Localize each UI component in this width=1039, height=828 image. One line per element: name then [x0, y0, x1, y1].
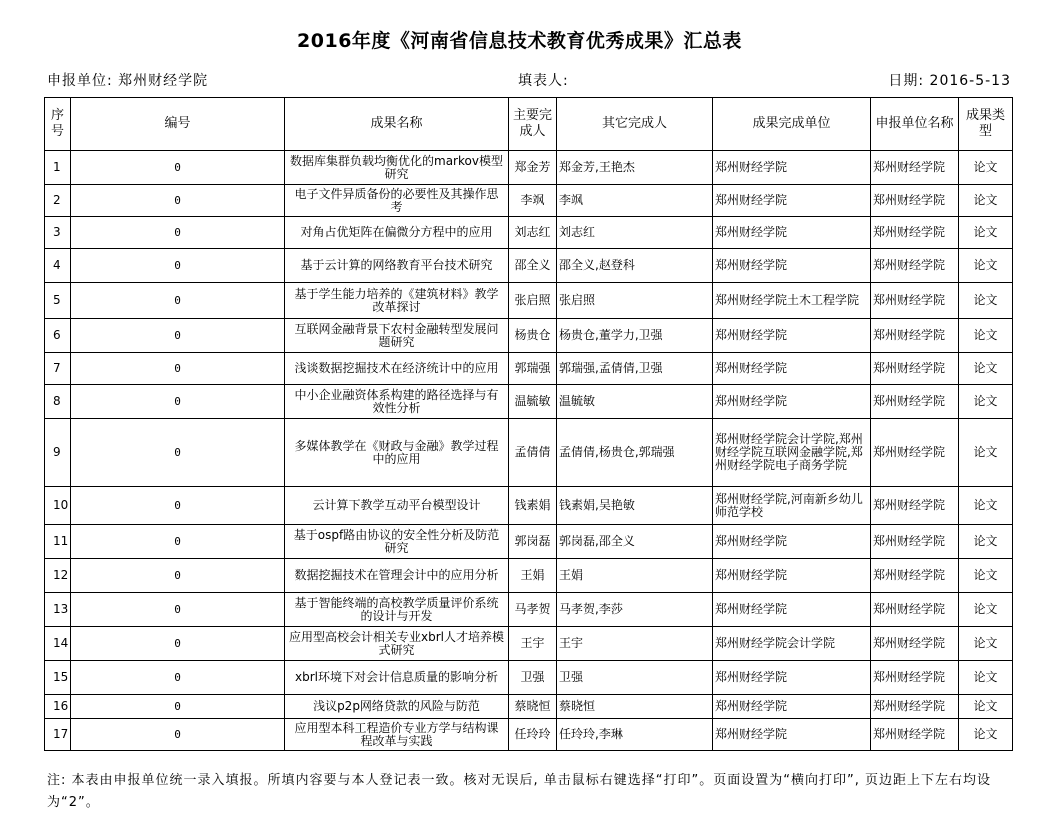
cell-org: 郑州财经学院: [713, 661, 871, 695]
table-row: [45, 185, 1013, 217]
cell-type: 论文: [959, 695, 1013, 719]
cell-apply: 郑州财经学院: [871, 525, 959, 559]
cell-name: 云计算下教学互动平台模型设计: [285, 487, 509, 525]
cell-name: 数据挖掘技术在管理会计中的应用分析: [285, 559, 509, 593]
cell-apply: 郑州财经学院: [871, 185, 959, 217]
cell-others: 任玲玲,李琳: [557, 719, 713, 751]
cell-name: 应用型本科工程造价专业方学与结构课程改革与实践: [285, 719, 509, 751]
cell-code: 0: [71, 525, 285, 559]
cell-apply: 郑州财经学院: [871, 283, 959, 319]
cell-org: 郑州财经学院土木工程学院: [713, 283, 871, 319]
cell-code: 0: [71, 695, 285, 719]
cell-type: 论文: [959, 487, 1013, 525]
cell-others: 温毓敏: [557, 385, 713, 419]
cell-apply: 郑州财经学院: [871, 559, 959, 593]
cell-org: 郑州财经学院: [713, 151, 871, 185]
cell-code: 0: [71, 593, 285, 627]
cell-apply: 郑州财经学院: [871, 487, 959, 525]
cell-apply: 郑州财经学院: [871, 353, 959, 385]
cell-main: 任玲玲: [509, 719, 557, 751]
cell-code: 0: [71, 319, 285, 353]
cell-name: xbrl环境下对会计信息质量的影响分析: [285, 661, 509, 695]
cell-name: 数据库集群负载均衡优化的markov模型研究: [285, 151, 509, 185]
cell-type: 论文: [959, 151, 1013, 185]
form-filler: 填表人:: [518, 73, 569, 89]
header-type: 成果类型: [959, 98, 1013, 151]
cell-apply: 郑州财经学院: [871, 419, 959, 487]
cell-apply: 郑州财经学院: [871, 661, 959, 695]
cell-others: 蔡晓恒: [557, 695, 713, 719]
cell-name: 浅议p2p网络贷款的风险与防范: [285, 695, 509, 719]
cell-type: 论文: [959, 593, 1013, 627]
header-seq: 序号: [45, 98, 71, 151]
cell-org: 郑州财经学院: [713, 353, 871, 385]
cell-main: 杨贵仓: [509, 319, 557, 353]
cell-apply: 郑州财经学院: [871, 695, 959, 719]
cell-apply: 郑州财经学院: [871, 249, 959, 283]
cell-seq: 12: [45, 559, 71, 593]
cell-apply: 郑州财经学院: [871, 593, 959, 627]
cell-seq: 16: [45, 695, 71, 719]
cell-code: 0: [71, 719, 285, 751]
cell-name: 对角占优矩阵在偏微分方程中的应用: [285, 217, 509, 249]
cell-org: 郑州财经学院: [713, 695, 871, 719]
cell-name: 基于云计算的网络教育平台技术研究: [285, 249, 509, 283]
cell-main: 郭岗磊: [509, 525, 557, 559]
results-table: [44, 97, 1013, 751]
cell-type: 论文: [959, 661, 1013, 695]
cell-code: 0: [71, 353, 285, 385]
cell-others: 杨贵仓,董学力,卫强: [557, 319, 713, 353]
cell-name: 基于ospf路由协议的安全性分析及防范研究: [285, 525, 509, 559]
table-row: [45, 593, 1013, 627]
cell-name: 基于智能终端的高校教学质量评价系统的设计与开发: [285, 593, 509, 627]
cell-others: 马孝贺,李莎: [557, 593, 713, 627]
cell-org: 郑州财经学院: [713, 385, 871, 419]
cell-seq: 8: [45, 385, 71, 419]
table-row: [45, 419, 1013, 487]
cell-type: 论文: [959, 249, 1013, 283]
table-row: [45, 559, 1013, 593]
cell-type: 论文: [959, 319, 1013, 353]
cell-org: 郑州财经学院: [713, 525, 871, 559]
header-code: 编号: [71, 98, 285, 151]
applicant-unit: 申报单位: 郑州财经学院: [47, 73, 209, 89]
cell-type: 论文: [959, 559, 1013, 593]
table-row: [45, 151, 1013, 185]
cell-type: 论文: [959, 385, 1013, 419]
cell-main: 孟倩倩: [509, 419, 557, 487]
cell-code: 0: [71, 185, 285, 217]
cell-main: 刘志红: [509, 217, 557, 249]
cell-name: 互联网金融背景下农村金融转型发展问题研究: [285, 319, 509, 353]
table-row: [45, 695, 1013, 719]
cell-seq: 4: [45, 249, 71, 283]
cell-seq: 3: [45, 217, 71, 249]
cell-main: 钱素娟: [509, 487, 557, 525]
cell-others: 张启照: [557, 283, 713, 319]
cell-name: 电子文件异质备份的必要性及其操作思考: [285, 185, 509, 217]
cell-code: 0: [71, 283, 285, 319]
cell-seq: 10: [45, 487, 71, 525]
cell-apply: 郑州财经学院: [871, 319, 959, 353]
table-row: [45, 319, 1013, 353]
cell-seq: 1: [45, 151, 71, 185]
cell-others: 李飒: [557, 185, 713, 217]
cell-seq: 7: [45, 353, 71, 385]
cell-name: 浅谈数据挖掘技术在经济统计中的应用: [285, 353, 509, 385]
cell-main: 郭瑞强: [509, 353, 557, 385]
table-row: [45, 249, 1013, 283]
cell-type: 论文: [959, 419, 1013, 487]
table-row: [45, 283, 1013, 319]
cell-seq: 17: [45, 719, 71, 751]
cell-org: 郑州财经学院: [713, 719, 871, 751]
table-row: [45, 525, 1013, 559]
cell-apply: 郑州财经学院: [871, 151, 959, 185]
cell-type: 论文: [959, 185, 1013, 217]
cell-org: 郑州财经学院: [713, 185, 871, 217]
cell-others: 王娟: [557, 559, 713, 593]
cell-apply: 郑州财经学院: [871, 385, 959, 419]
cell-others: 王宇: [557, 627, 713, 661]
cell-name: 应用型高校会计相关专业xbrl人才培养模式研究: [285, 627, 509, 661]
cell-type: 论文: [959, 283, 1013, 319]
cell-apply: 郑州财经学院: [871, 719, 959, 751]
cell-code: 0: [71, 661, 285, 695]
cell-seq: 9: [45, 419, 71, 487]
cell-main: 王宇: [509, 627, 557, 661]
cell-main: 邵全义: [509, 249, 557, 283]
cell-others: 卫强: [557, 661, 713, 695]
cell-main: 李飒: [509, 185, 557, 217]
cell-seq: 11: [45, 525, 71, 559]
cell-org: 郑州财经学院: [713, 319, 871, 353]
cell-others: 邵全义,赵登科: [557, 249, 713, 283]
table-row: [45, 385, 1013, 419]
header-org: 成果完成单位: [713, 98, 871, 151]
table-header-row: [45, 98, 1013, 151]
cell-main: 卫强: [509, 661, 557, 695]
cell-org: 郑州财经学院,河南新乡幼儿师范学校: [713, 487, 871, 525]
table-row: [45, 217, 1013, 249]
cell-code: 0: [71, 151, 285, 185]
cell-main: 温毓敏: [509, 385, 557, 419]
table-row: [45, 487, 1013, 525]
cell-type: 论文: [959, 353, 1013, 385]
cell-code: 0: [71, 419, 285, 487]
cell-name: 基于学生能力培养的《建筑材料》教学改革探讨: [285, 283, 509, 319]
table-row: [45, 719, 1013, 751]
cell-org: 郑州财经学院: [713, 593, 871, 627]
table-row: [45, 661, 1013, 695]
cell-name: 多媒体教学在《财政与金融》教学过程中的应用: [285, 419, 509, 487]
cell-code: 0: [71, 559, 285, 593]
cell-seq: 5: [45, 283, 71, 319]
cell-others: 钱素娟,吴艳敏: [557, 487, 713, 525]
cell-name: 中小企业融资体系构建的路径选择与有效性分析: [285, 385, 509, 419]
cell-others: 孟倩倩,杨贵仓,郭瑞强: [557, 419, 713, 487]
cell-others: 郑金芳,王艳杰: [557, 151, 713, 185]
cell-others: 郭岗磊,邵全义: [557, 525, 713, 559]
cell-org: 郑州财经学院会计学院: [713, 627, 871, 661]
cell-main: 张启照: [509, 283, 557, 319]
cell-main: 王娟: [509, 559, 557, 593]
header-apply: 申报单位名称: [871, 98, 959, 151]
cell-seq: 15: [45, 661, 71, 695]
page-title: 2016年度《河南省信息技术教育优秀成果》汇总表: [297, 30, 742, 52]
cell-type: 论文: [959, 719, 1013, 751]
cell-seq: 2: [45, 185, 71, 217]
cell-apply: 郑州财经学院: [871, 217, 959, 249]
cell-others: 郭瑞强,孟倩倩,卫强: [557, 353, 713, 385]
cell-code: 0: [71, 217, 285, 249]
cell-main: 蔡晓恒: [509, 695, 557, 719]
cell-seq: 6: [45, 319, 71, 353]
cell-org: 郑州财经学院: [713, 217, 871, 249]
cell-code: 0: [71, 249, 285, 283]
cell-type: 论文: [959, 525, 1013, 559]
header-main: 主要完成人: [509, 98, 557, 151]
cell-org: 郑州财经学院: [713, 559, 871, 593]
cell-code: 0: [71, 385, 285, 419]
cell-others: 刘志红: [557, 217, 713, 249]
cell-seq: 14: [45, 627, 71, 661]
cell-main: 郑金芳: [509, 151, 557, 185]
table-row: [45, 627, 1013, 661]
header-others: 其它完成人: [557, 98, 713, 151]
report-date: 日期: 2016-5-13: [888, 73, 1011, 89]
cell-main: 马孝贺: [509, 593, 557, 627]
header-name: 成果名称: [285, 98, 509, 151]
cell-type: 论文: [959, 627, 1013, 661]
cell-org: 郑州财经学院会计学院,郑州财经学院互联网金融学院,郑州财经学院电子商务学院: [713, 419, 871, 487]
cell-code: 0: [71, 487, 285, 525]
cell-code: 0: [71, 627, 285, 661]
cell-org: 郑州财经学院: [713, 249, 871, 283]
cell-seq: 13: [45, 593, 71, 627]
footnote: 注: 本表由申报单位统一录入填报。所填内容要与本人登记表一致。核对无误后, 单击鼠标右键选择“打印”。页面设置为“横向打印”, 页边距上下左右均设为“2”。: [47, 773, 991, 810]
table-row: [45, 353, 1013, 385]
cell-apply: 郑州财经学院: [871, 627, 959, 661]
cell-type: 论文: [959, 217, 1013, 249]
